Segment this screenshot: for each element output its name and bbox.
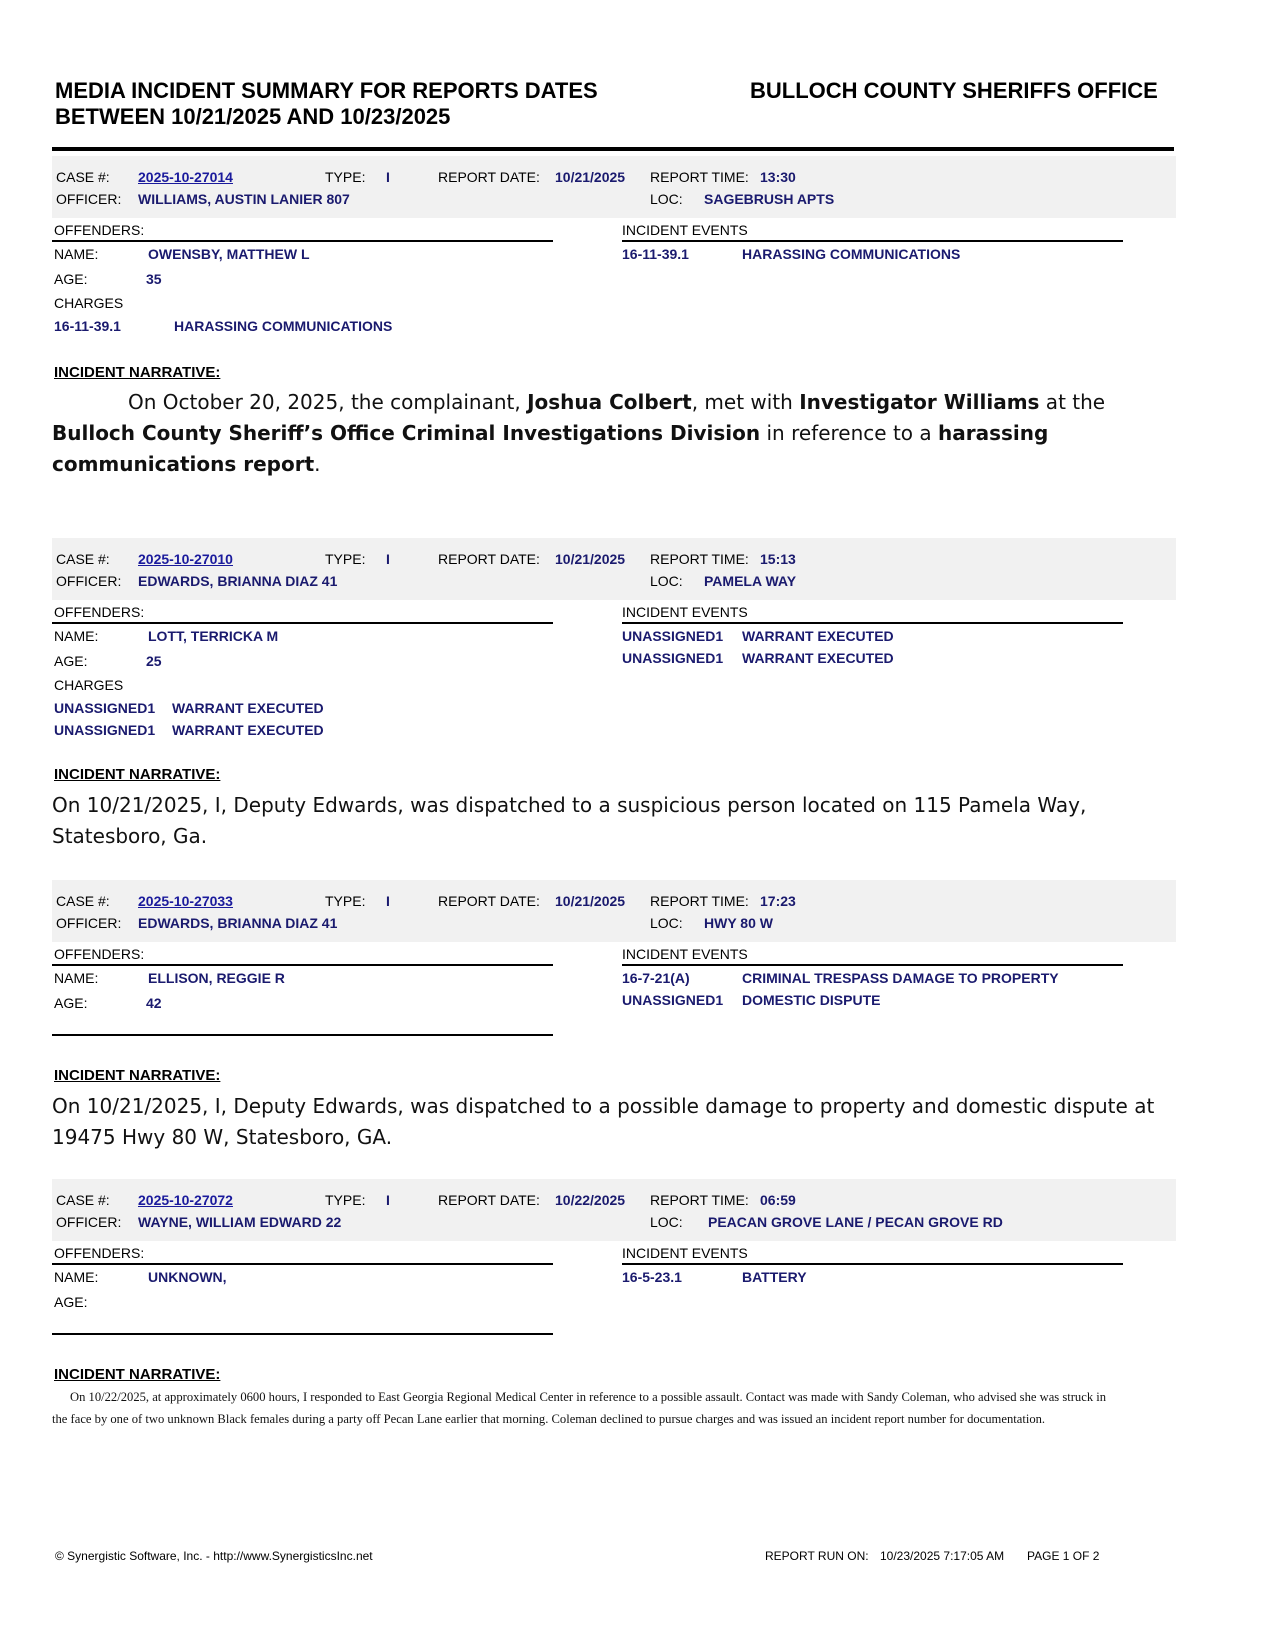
- offenders-bottom-rule: [52, 1034, 553, 1036]
- loc-value: HWY 80 W: [704, 915, 773, 931]
- event-code: 16-11-39.1: [622, 246, 689, 262]
- officer-label: OFFICER:: [56, 191, 122, 207]
- name-label: NAME:: [54, 246, 99, 262]
- offender-name: LOTT, TERRICKA M: [148, 628, 279, 644]
- loc-label: LOC:: [650, 1214, 683, 1230]
- loc-label: LOC:: [650, 915, 683, 931]
- report-date-label: REPORT DATE:: [438, 1192, 540, 1208]
- report-time-value: 13:30: [760, 169, 796, 185]
- incident-events-label: INCIDENT EVENTS: [622, 1245, 748, 1261]
- charge-code: UNASSIGNED1: [54, 700, 156, 716]
- event-desc: WARRANT EXECUTED: [742, 628, 894, 644]
- officer-label: OFFICER:: [56, 1214, 122, 1230]
- report-date-label: REPORT DATE:: [438, 169, 540, 185]
- event-code: 16-5-23.1: [622, 1269, 682, 1285]
- name-label: NAME:: [54, 1269, 99, 1285]
- officer-value: EDWARDS, BRIANNA DIAZ 41: [138, 573, 338, 589]
- charges-label: CHARGES: [54, 677, 124, 693]
- event-code: UNASSIGNED1: [622, 650, 724, 666]
- report-time-value: 06:59: [760, 1192, 796, 1208]
- officer-label: OFFICER:: [56, 573, 122, 589]
- offender-name: ELLISON, REGGIE R: [148, 970, 285, 986]
- events-rule: [622, 1263, 1123, 1265]
- officer-value: WAYNE, WILLIAM EDWARD 22: [138, 1214, 342, 1230]
- agency-name: BULLOCH COUNTY SHERIFFS OFFICE: [750, 78, 1158, 103]
- case-label: CASE #:: [56, 551, 110, 567]
- record-band: [52, 880, 1176, 942]
- event-code: 16-7-21(A): [622, 970, 690, 986]
- offenders-rule: [52, 240, 553, 242]
- offender-age: 35: [146, 271, 162, 287]
- offenders-label: OFFENDERS:: [54, 222, 145, 238]
- type-label: TYPE:: [325, 893, 366, 909]
- charge-desc: WARRANT EXECUTED: [172, 722, 324, 738]
- report-time-label: REPORT TIME:: [650, 169, 749, 185]
- type-value: I: [386, 1192, 390, 1208]
- event-code: UNASSIGNED1: [622, 628, 724, 644]
- narrative-label: INCIDENT NARRATIVE:: [54, 766, 221, 783]
- offender-name: UNKNOWN,: [148, 1269, 227, 1285]
- type-label: TYPE:: [325, 169, 366, 185]
- incident-record: [52, 156, 1176, 476]
- event-desc: BATTERY: [742, 1269, 807, 1285]
- incident-events-label: INCIDENT EVENTS: [622, 604, 748, 620]
- type-label: TYPE:: [325, 1192, 366, 1208]
- event-desc: WARRANT EXECUTED: [742, 650, 894, 666]
- narrative-text: On 10/22/2025, at approximately 0600 hours, I responded to East Georgia Regional Medical Center in reference to a possible assault. Contact was made with Sandy Coleman, who advised she was struck in the face by one of two unknown Black females during a party off Pecan Lane earlier that morning. Coleman declined to pursue charges and was issued an incident report number for documentation.: [52, 1390, 1107, 1426]
- age-label: AGE:: [54, 653, 88, 669]
- narrative-text: On 10/21/2025, I, Deputy Edwards, was dispatched to a possible damage to property and domestic dispute at 19475 Hwy 80 W, Statesboro, GA.: [52, 1094, 1155, 1149]
- copyright-notice: © Synergistic Software, Inc. - http://www.SynergisticsInc.net: [55, 1549, 373, 1563]
- case-number-link[interactable]: 2025-10-27010: [138, 551, 233, 567]
- case-number-link[interactable]: 2025-10-27072: [138, 1192, 233, 1208]
- charge-code: 16-11-39.1: [54, 318, 121, 334]
- charges-label: CHARGES: [54, 295, 124, 311]
- case-label: CASE #:: [56, 893, 110, 909]
- report-date-value: 10/21/2025: [555, 551, 626, 567]
- report-date-value: 10/21/2025: [555, 169, 626, 185]
- report-title: [55, 78, 598, 130]
- incident-record: [52, 880, 1176, 1149]
- record-band: [52, 1179, 1176, 1241]
- case-number-link[interactable]: 2025-10-27033: [138, 893, 233, 909]
- report-date-value: 10/22/2025: [555, 1192, 626, 1208]
- age-label: AGE:: [54, 995, 88, 1011]
- event-desc: CRIMINAL TRESPASS DAMAGE TO PROPERTY: [742, 970, 1059, 986]
- narrative-text: On October 20, 2025, the complainant, Joshua Colbert, met with Investigator Williams at the Bulloch County Sheriff’s Office Criminal Investigations Division in reference to a harassing communications report.: [52, 390, 1106, 476]
- event-desc: HARASSING COMMUNICATIONS: [742, 246, 961, 262]
- report-run-label: REPORT RUN ON:: [765, 1549, 869, 1563]
- page-number: PAGE 1 OF 2: [1027, 1549, 1100, 1563]
- charge-desc: HARASSING COMMUNICATIONS: [174, 318, 393, 334]
- loc-value: PAMELA WAY: [704, 573, 797, 589]
- report-date-value: 10/21/2025: [555, 893, 626, 909]
- officer-label: OFFICER:: [56, 915, 122, 931]
- type-value: I: [386, 893, 390, 909]
- offender-age: 25: [146, 653, 162, 669]
- offenders-rule: [52, 622, 553, 624]
- loc-value: PEACAN GROVE LANE / PECAN GROVE RD: [708, 1214, 1003, 1230]
- incident-events-label: INCIDENT EVENTS: [622, 946, 748, 962]
- age-label: AGE:: [54, 271, 88, 287]
- report-run-value: 10/23/2025 7:17:05 AM: [880, 1549, 1005, 1563]
- incident-events-label: INCIDENT EVENTS: [622, 222, 748, 238]
- header-divider: [52, 147, 1174, 151]
- narrative-label: INCIDENT NARRATIVE:: [54, 1067, 221, 1084]
- incident-record: [52, 1179, 1176, 1426]
- offenders-rule: [52, 1263, 553, 1265]
- report-time-label: REPORT TIME:: [650, 1192, 749, 1208]
- offender-name: OWENSBY, MATTHEW L: [148, 246, 310, 262]
- officer-value: WILLIAMS, AUSTIN LANIER 807: [138, 191, 350, 207]
- offenders-rule: [52, 964, 553, 966]
- report-time-label: REPORT TIME:: [650, 893, 749, 909]
- events-rule: [622, 964, 1123, 966]
- events-rule: [622, 622, 1123, 624]
- event-desc: DOMESTIC DISPUTE: [742, 992, 881, 1008]
- event-code: UNASSIGNED1: [622, 992, 724, 1008]
- report-date-label: REPORT DATE:: [438, 893, 540, 909]
- offenders-label: OFFENDERS:: [54, 946, 145, 962]
- report-date-label: REPORT DATE:: [438, 551, 540, 567]
- events-rule: [622, 240, 1123, 242]
- report-time-value: 15:13: [760, 551, 796, 567]
- report-time-label: REPORT TIME:: [650, 551, 749, 567]
- type-label: TYPE:: [325, 551, 366, 567]
- name-label: NAME:: [54, 628, 99, 644]
- offenders-label: OFFENDERS:: [54, 1245, 145, 1261]
- narrative-label: INCIDENT NARRATIVE:: [54, 364, 221, 381]
- type-value: I: [386, 551, 390, 567]
- officer-value: EDWARDS, BRIANNA DIAZ 41: [138, 915, 338, 931]
- incident-record: [52, 538, 1176, 848]
- offenders-label: OFFENDERS:: [54, 604, 145, 620]
- offender-age: 42: [146, 995, 162, 1011]
- offenders-bottom-rule: [52, 1333, 553, 1335]
- case-label: CASE #:: [56, 169, 110, 185]
- charge-desc: WARRANT EXECUTED: [172, 700, 324, 716]
- case-label: CASE #:: [56, 1192, 110, 1208]
- case-number-link[interactable]: 2025-10-27014: [138, 169, 233, 185]
- age-label: AGE:: [54, 1294, 88, 1310]
- record-band: [52, 156, 1176, 218]
- name-label: NAME:: [54, 970, 99, 986]
- narrative-label: INCIDENT NARRATIVE:: [54, 1366, 221, 1383]
- report-title-line2: BETWEEN 10/21/2025 AND 10/23/2025: [55, 104, 451, 129]
- loc-label: LOC:: [650, 573, 683, 589]
- report-time-value: 17:23: [760, 893, 796, 909]
- loc-value: SAGEBRUSH APTS: [704, 191, 835, 207]
- narrative-text: On 10/21/2025, I, Deputy Edwards, was dispatched to a suspicious person located on 115 Pamela Way, Statesboro, Ga.: [52, 793, 1087, 848]
- report-title-line1: MEDIA INCIDENT SUMMARY FOR REPORTS DATES: [55, 78, 598, 103]
- charge-code: UNASSIGNED1: [54, 722, 156, 738]
- type-value: I: [386, 169, 390, 185]
- record-band: [52, 538, 1176, 600]
- loc-label: LOC:: [650, 191, 683, 207]
